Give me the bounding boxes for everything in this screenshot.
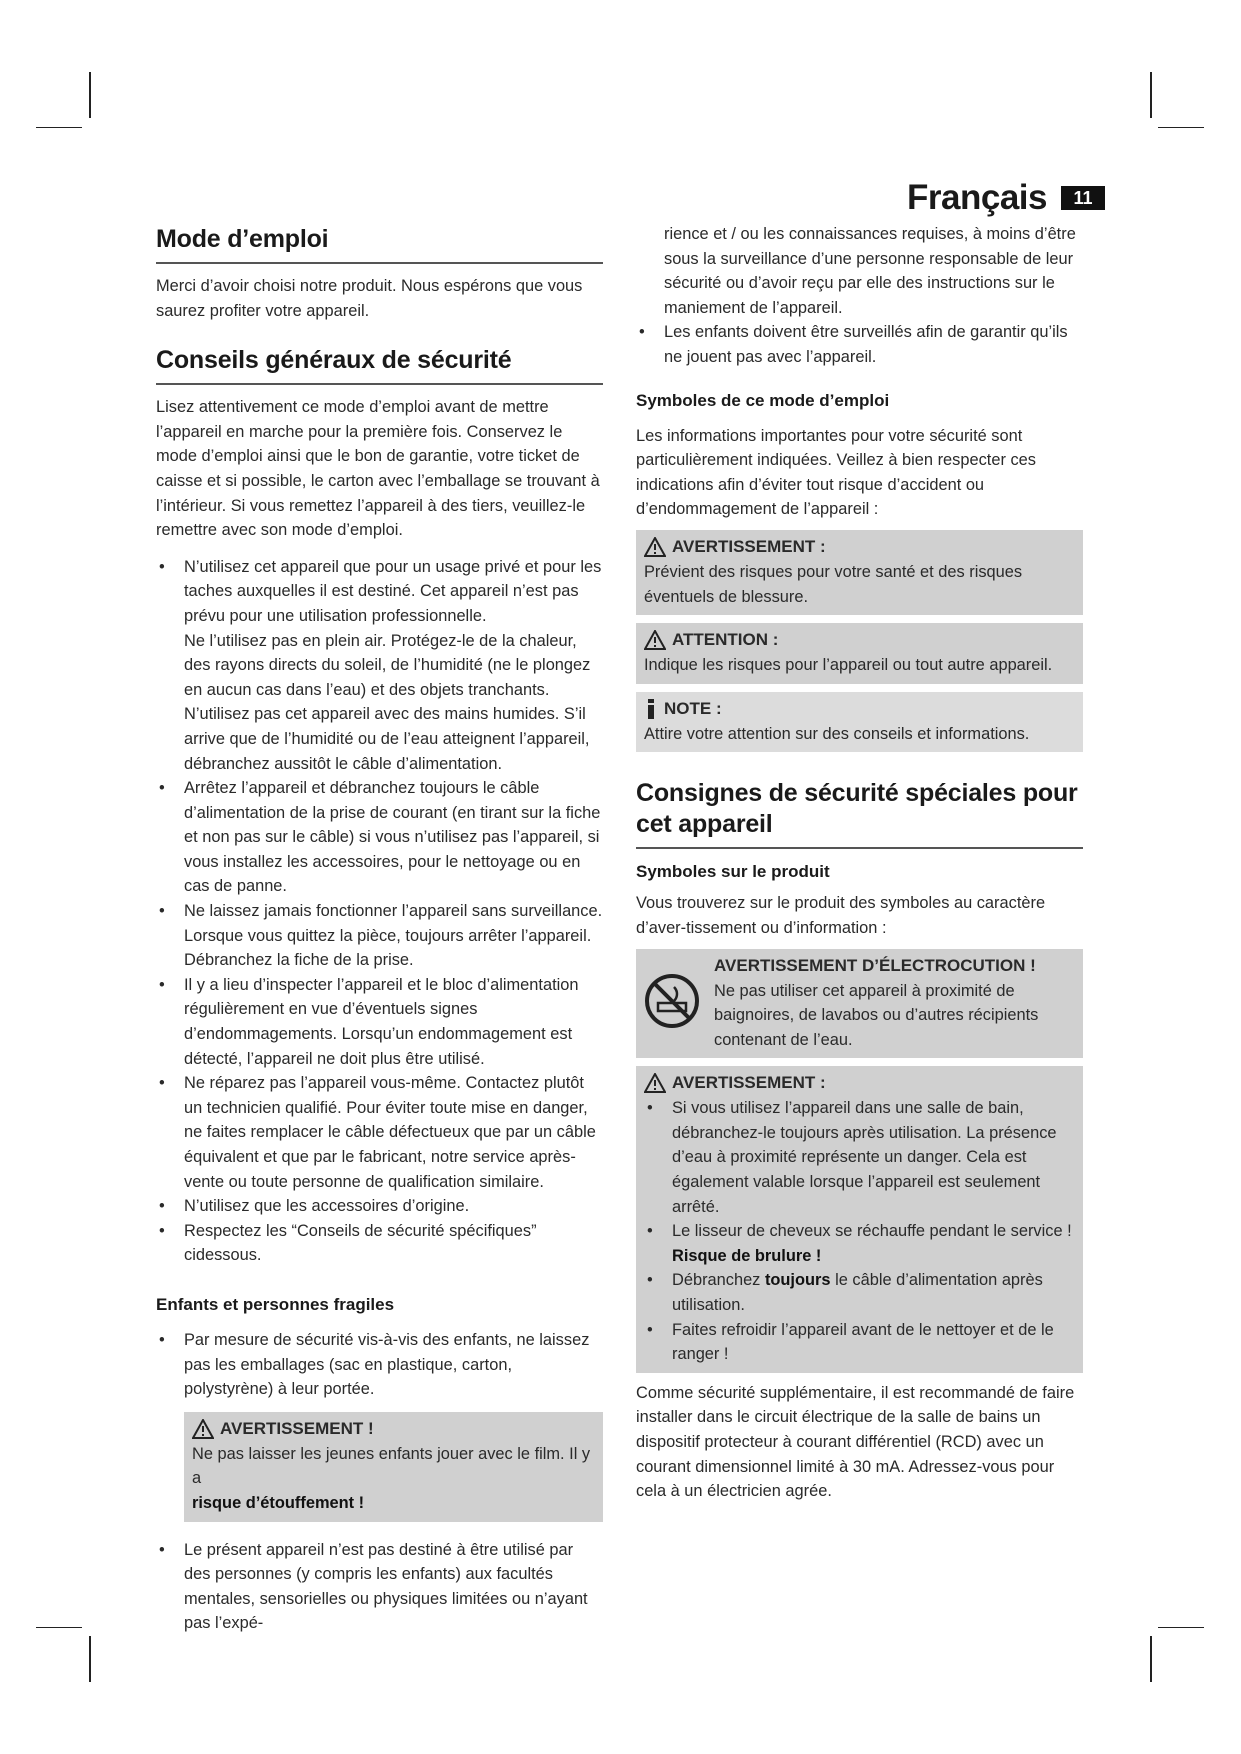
page-header [907, 178, 1105, 218]
no-bath-icon [644, 973, 700, 1029]
conseils-text: Lisez attentivement ce mode d’emploi avant de mettre l’appareil en marche pour la première fois. Conservez le mode d’emploi ainsi que le bon de garantie, votre ticket de caisse et si possible, le carton avec l’emballage se trouvant à l’intérieur. Si vous remettez l’appareil à des tiers, veuillez-le remettre avec son mode d’emploi. [156, 398, 600, 540]
last-list [156, 1538, 603, 1636]
note-title [644, 696, 1074, 722]
warning-text-plain: Ne pas laisser les jeunes enfants jouer avec le film. Il y a [192, 1444, 591, 1488]
list-item: • N’utilisez que les accessoires d’origine. [156, 1194, 603, 1219]
warning-icon [644, 537, 666, 557]
attention-box [636, 623, 1083, 684]
continued-list [636, 320, 1083, 369]
info-icon [644, 699, 658, 719]
list-item: • Il y a lieu d’inspecter l’appareil et le bloc d’alimentation régulièrement en vue d’éventuels signes d’endommagements. Lorsqu’un endommagement est détecté, l’appareil ne doit plus être utilisé. [156, 973, 603, 1071]
warning-title [644, 534, 1074, 560]
crop-mark [1150, 72, 1152, 118]
section-title-consignes: Consignes de sécurité spéciales pour cet appareil [636, 778, 1083, 849]
list-item: • Faites refroidir l’appareil avant de le nettoyer et de le ranger ! [644, 1318, 1074, 1367]
bullet-text-bold: Risque de brulure ! [672, 1246, 822, 1265]
warning-title-text: AVERTISSEMENT ! [220, 1418, 374, 1438]
no-water-symbol [644, 953, 706, 1053]
mode-text: Merci d’avoir choisi notre produit. Nous espérons que vous saurez profiter votre appareil. [156, 277, 583, 320]
warning-list [644, 1096, 1074, 1367]
crop-mark [1158, 1627, 1204, 1628]
subsection-title-enfants: Enfants et personnes fragiles [156, 1294, 395, 1314]
crop-mark [36, 127, 82, 128]
left-column [156, 214, 603, 1636]
bullet-text: le câble d’alimentation après utilisation. [672, 1271, 1043, 1315]
attention-title-text: ATTENTION : [672, 630, 779, 650]
continued-text: rience et / ou les connaissances requises, à moins d’être sous la surveillance d’une personne responsable de leur sécurité ou d’avoir reçu par elle des instructions sur le maniement de l’appareil. [664, 225, 1076, 317]
list-item: • Par mesure de sécurité vis-à-vis des enfants, ne laissez pas les emballages (sac en plastique, carton, polystyrène) à leur portée. [156, 1328, 603, 1402]
right-column [636, 222, 1083, 1504]
warning-box [184, 1412, 603, 1522]
electrocution-body [706, 953, 1074, 1053]
attention-title [644, 627, 1074, 653]
list-item [644, 1268, 1074, 1317]
subsection-title-produit: Symboles sur le produit [636, 862, 830, 882]
note-title-text: NOTE : [664, 698, 722, 718]
warning-title [192, 1416, 594, 1442]
bullet-text-bold: toujours [764, 1271, 831, 1290]
list-item: • Arrêtez l’appareil et débranchez toujours le câble d’alimentation de la prise de courant (en tirant sur la fiche et non pas sur le câble) si vous n’utilisez pas l’appareil, si vous installez les accessoires, pour le nettoyage ou en cas de panne. [156, 776, 603, 899]
warning-icon [192, 1419, 214, 1439]
note-box [636, 692, 1083, 753]
attention-text: Indique les risques pour l’appareil ou tout autre appareil. [644, 656, 1053, 675]
crop-mark [36, 1627, 82, 1628]
crop-mark [89, 1636, 91, 1682]
electrocution-text: Ne pas utiliser cet appareil à proximité de baignoires, de lavabos ou d’autres récipients contenant de l’eau. [714, 981, 1039, 1049]
bullet-text: Le lisseur de cheveux se réchauffe pendant le service ! [672, 1222, 1072, 1241]
electrocution-title: AVERTISSEMENT D’ÉLECTROCUTION ! [714, 955, 1036, 975]
list-item [156, 555, 603, 776]
subsection-title-symboles: Symboles de ce mode d’emploi [636, 390, 890, 410]
list-item: • Ne laissez jamais fonctionner l’appareil sans surveillance. Lorsque vous quittez la pièce, toujours arrêter l’appareil. Débranchez la fiche de la prise. [156, 899, 603, 973]
electrocution-box [636, 949, 1083, 1059]
symboles-text: Les informations importantes pour votre sécurité sont particulièrement indiquées. Veillez à bien respecter ces indications afin d’éviter tout risque d’accident ou d’endommagement de l’appareil : [636, 426, 1036, 519]
warning-box [636, 530, 1083, 615]
bullet-text: N’utilisez cet appareil que pour un usage privé et pour les taches auxquelles il est destiné. Cet appareil n’est pas prévu pour une utilisation professionnelle. [184, 557, 602, 625]
crop-mark [1150, 1636, 1152, 1682]
list-item: • Les enfants doivent être surveillés afin de garantir qu’ils ne jouent pas avec l’appareil. [636, 320, 1083, 369]
list-item: • Si vous utilisez l’appareil dans une salle de bain, débranchez-le toujours après utilisation. La présence d’eau à proximité représente un danger. Cela est également valable lorsque l’appareil est seulement arrêté. [644, 1096, 1074, 1219]
final-text: Comme sécurité supplémentaire, il est recommandé de faire installer dans le circuit électrique de la salle de bains un dispositif protecteur à courant différentiel (RCD) avec un courant dimensionnel limité à 30 mA. Adressez-vous pour cela à un électricien agrée. [636, 1383, 1075, 1501]
list-item: • Respectez les “Conseils de sécurité spécifiques” cidessous. [156, 1219, 603, 1268]
warning-box-2 [636, 1066, 1083, 1373]
list-item: • Le présent appareil n’est pas destiné à être utilisé par des personnes (y compris les enfants) aux facultés mentales, sensorielles ou physiques limitées ou n’ayant pas l’expé- [156, 1538, 603, 1636]
warning-title-text: AVERTISSEMENT : [672, 536, 826, 556]
page-number: 11 [1061, 186, 1105, 210]
warning-text: Prévient des risques pour votre santé et des risques éventuels de blessure. [644, 562, 1023, 606]
enfants-list [156, 1328, 603, 1402]
note-text: Attire votre attention sur des conseils et informations. [644, 724, 1030, 743]
caution-icon [644, 630, 666, 650]
produit-text: Vous trouverez sur le produit des symboles au caractère d’aver-tissement ou d’information : [636, 894, 1046, 937]
warning-text [192, 1442, 594, 1516]
warning-text-bold: risque d’étouffement ! [192, 1493, 365, 1512]
crop-mark [1158, 127, 1204, 128]
crop-mark [89, 72, 91, 118]
bullet-text-extra: Ne l’utilisez pas en plein air. Protégez-le de la chaleur, des rayons directs du soleil, de l’humidité (ne le plongez en aucun cas dans l’eau) et des objets tranchants. N’utilisez pas cet appareil avec des mains humides. S’il arrive que de l’humidité ou de l’eau atteignent l’appareil, débranchez aussitôt le câble d’alimentation. [184, 631, 591, 773]
safety-list [156, 555, 603, 1268]
warning-icon [644, 1073, 666, 1093]
warning-title [644, 1070, 1074, 1096]
language-label: Français [907, 178, 1047, 217]
bullet-text: Débranchez [672, 1271, 761, 1290]
list-item: • Ne réparez pas l’appareil vous-même. Contactez plutôt un technicien qualifié. Pour éviter toute mise en danger, ne faites remplacer le câble défectueux que par un câble équivalent et que par le fabricant, notre service après-vente ou toute personne de qualification similaire. [156, 1071, 603, 1194]
section-title-mode: Mode d’emploi [156, 224, 603, 264]
warning-title-text: AVERTISSEMENT : [672, 1073, 826, 1093]
section-title-conseils: Conseils généraux de sécurité [156, 345, 603, 385]
list-item [644, 1219, 1074, 1268]
